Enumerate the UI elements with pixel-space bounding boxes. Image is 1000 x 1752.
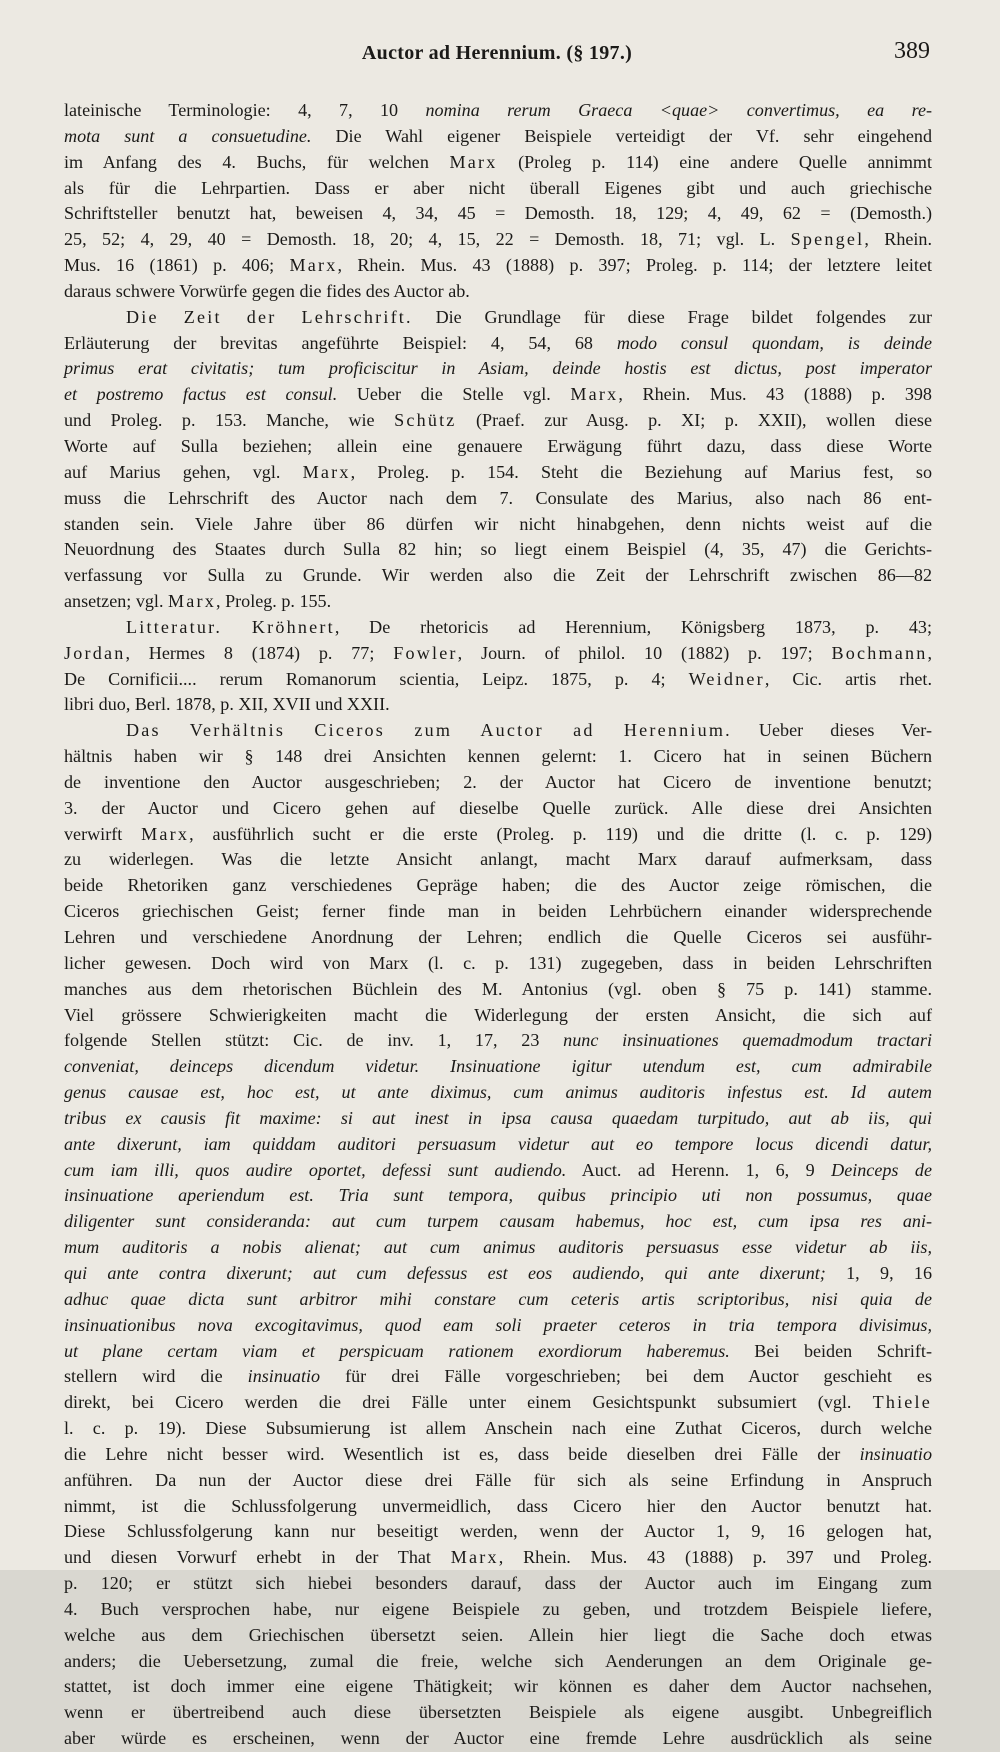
text-line [64,1183,932,1209]
text-line [64,873,932,899]
text-segment: verfassung vor Sulla zu Grunde. Wir werden also die Zeit der Lehrschrift zwischen 86—82 [64,565,932,586]
text-segment: anführen. Da nun der Auctor diese drei Fälle für sich als seine Erfindung in Anspruch [64,1469,932,1490]
text-line [64,1442,932,1468]
text-line [64,1649,932,1675]
text-segment: lateinische Terminologie: 4, 7, 10 [64,100,426,120]
italic-text: genus causae est, hoc est, ut ante diximus, cum animus auditoris infestus est. Id autem [64,1082,932,1103]
text-line [64,356,932,382]
text-segment: , Rhein. [864,229,932,250]
spaced-name: Schütz [394,410,457,431]
text-line [64,408,932,434]
text-segment: standen sein. Viele Jahre über 86 dürfen wir nicht hinabgehen, denn nichts weist auf die [64,513,932,534]
text-segment: manches aus dem rhetorischen Büchlein des M. Antonius (vgl. oben § 75 p. 141) stamme. [64,978,932,999]
spaced-name: Bochmann [831,642,928,663]
spaced-name: Spengel [790,229,865,250]
italic-text: ut plane certam viam et perspicuam rationem exordiorum haberemus. [64,1340,730,1361]
text-segment: nimmt, ist die Schlussfolgerung unvermeidlich, dass Cicero hier den Auctor benutzt hat. [64,1495,932,1516]
text-segment: verwirft [64,823,142,844]
text-line [64,1674,932,1700]
text-line [64,1132,932,1158]
spaced-name: Litteratur. [126,616,223,637]
text-line [64,1339,932,1365]
spaced-name: Die Zeit der Lehrschrift. [126,306,413,327]
text-segment: im Anfang des 4. Buchs, für welchen [64,151,450,172]
text-line [64,977,932,1003]
text-segment: (Praef. zur Ausg. p. XI; p. XXII), wollen diese [456,410,933,431]
text-line [64,537,932,563]
text-line [64,563,932,589]
text-line [64,331,932,357]
text-line [64,1080,932,1106]
text-line [64,1416,932,1442]
text-line [64,1287,932,1313]
text-segment: muss die Lehrschrift des Auctor nach dem 7. Consulate des Marius, also nach 86 ent- [64,487,932,508]
italic-text: insinuatio [859,1443,932,1464]
text-segment: , Hermes 8 (1874) p. 77; [125,642,394,663]
text-segment: die Lehre nicht besser wird. Wesentlich ist es, dass beide dieselben drei Fälle der [64,1443,860,1464]
text-line [64,744,932,770]
text-line [64,1054,932,1080]
text-segment: Ueber die Stelle vgl. [337,384,571,405]
text-segment: Ciceros griechischen Geist; ferner finde man in beiden Lehrbüchern einander widersprechende [64,901,932,922]
spaced-name: Thiele [872,1392,932,1413]
text-line [64,434,932,460]
italic-text: cum iam illi, quos audire oportet, defessi sunt audiendo. [64,1159,567,1180]
text-segment: ansetzen; vgl. [64,591,169,612]
spaced-name: Marx [450,1547,499,1568]
text-segment: für drei Fälle vorgeschrieben; bei dem Auctor geschieht es [320,1366,932,1387]
text-segment: Schriftsteller benutzt hat, beweisen 4, 34, 45 = Demosth. 18, 129; 4, 49, 62 = (Demosth.) [64,203,932,224]
italic-text: modo consul quondam, is deinde [616,332,932,353]
text-segment: , De rhetoricis ad Herennium, Königsberg 1873, p. 43; [334,616,932,637]
text-line [64,1597,932,1623]
text-line [64,305,932,331]
running-head [64,38,930,70]
text-segment: anders; die Uebersetzung, zumal die freie, welche sich Aenderungen an dem Originale ge- [64,1650,932,1671]
text-line [64,847,932,873]
text-segment: stellern wird die [64,1366,248,1387]
text-segment: Auct. ad Herenn. 1, 6, 9 [566,1159,832,1180]
spaced-name: Marx [570,384,619,405]
text-segment [222,617,252,637]
text-segment: welche aus dem Griechischen übersetzt seien. Allein hier liegt die Sache doch etwas [64,1624,932,1645]
text-line [64,486,932,512]
text-segment: , Journ. of philol. 10 (1882) p. 197; [457,642,832,663]
text-line [64,1003,932,1029]
text-line [64,718,932,744]
italic-text: conveniat, deinceps dicendum videtur. Insinuatione igitur utendum est, cum admirabile [64,1056,932,1077]
text-line [64,460,932,486]
text-segment: und diesen Vorwurf erhebt in der That [64,1547,451,1568]
text-line [64,1364,932,1390]
text-segment: stattet, ist doch immer eine eigene Thätigkeit; wir können es daher dem Auctor nachsehen, [64,1676,932,1697]
text-segment: Erläuterung der brevitas angeführte Beispiel: 4, 54, 68 [64,332,617,353]
spaced-name: Marx [449,151,498,172]
text-segment: , [927,642,932,663]
italic-text: nomina rerum Graeca <quae> convertimus, ea re- [425,100,932,120]
italic-text: adhuc quae dicta sunt arbitror mihi constare cum ceteris artis scriptoribus, nisi quia de [64,1288,932,1309]
spaced-name: Marx [289,255,338,276]
text-line [64,692,932,718]
text-segment: 25, 52; 4, 29, 40 = Demosth. 18, 20; 4, 15, 22 = Demosth. 18, 71; vgl. L. [64,229,791,250]
text-segment: Mus. 16 (1861) p. 406; [64,255,290,276]
text-line [64,951,932,977]
italic-text: mota sunt a consuetudine. [64,125,312,146]
text-line [64,1726,932,1752]
text-segment: , Cic. artis rhet. [764,668,932,689]
text-line [64,227,932,253]
text-line [64,1468,932,1494]
text-line [64,1106,932,1132]
spaced-name: Marx [302,461,351,482]
text-line [64,512,932,538]
text-segment: zu widerlegen. Was die letzte Ansicht anlangt, macht Marx darauf aufmerksam, dass [64,849,932,870]
spaced-name: Fowler [393,642,458,663]
spaced-name: Jordan [64,642,126,663]
text-segment: direkt, bei Cicero werden die drei Fälle unter einem Gesichtspunkt subsumiert (vgl. [64,1392,873,1413]
text-segment: p. 120; er stützt sich hiebei besonders darauf, dass der Auctor auch im Eingang zum [64,1573,932,1594]
text-line [64,150,932,176]
text-line [64,253,932,279]
text-segment: als für die Lehrpartien. Dass er aber nicht überall Eigenes gibt und auch griechische [64,177,932,198]
text-segment: l. c. p. 19). Diese Subsumierung ist allem Anschein nach eine Zuthat Ciceros, durch welche [64,1418,932,1439]
text-line [64,615,932,641]
italic-text: Deinceps de [831,1159,932,1180]
text-line [64,1390,932,1416]
text-segment: , Proleg. p. 155. [216,591,332,612]
text-line [64,176,932,202]
text-line [64,1545,932,1571]
spaced-name: Das Verhältnis Ciceros zum Auctor ad Herennium. [126,720,732,741]
text-segment: aber würde es erscheinen, wenn der Auctor eine fremde Lehre ausdrücklich als seine [64,1728,932,1749]
spaced-name: Marx [168,591,217,612]
italic-text: ante dixerunt, iam quiddam auditori persuasum videtur aut eo tempore locus dicendi datur, [64,1133,932,1154]
text-segment: (Proleg p. 114) eine andere Quelle annimmt [497,151,932,172]
text-segment: hältnis haben wir § 148 drei Ansichten kennen gelernt: 1. Cicero hat in seinen Büchern [64,746,932,767]
italic-text: nunc insinuationes quemadmodum tractari [563,1030,932,1051]
text-line [64,796,932,822]
text-segment: wenn er übertreibend auch diese übersetzten Beispiele als eigene ausgibt. Unbegreiflich [64,1702,932,1723]
italic-text: insinuatione aperiendum est. Tria sunt tempora, quibus principio uti non possumus, quae [64,1185,932,1206]
page-number: 389 [894,38,930,64]
text-segment: , ausführlich sucht er die erste (Proleg. p. 119) und die dritte (l. c. p. 129) [189,823,932,844]
text-line [64,382,932,408]
text-segment: 3. der Auctor und Cicero gehen auf dieselbe Quelle zurück. Alle diese drei Ansichten [64,797,932,818]
text-segment: daraus schwere Vorwürfe gegen die fides des Auctor ab. [64,280,470,301]
text-line [64,1209,932,1235]
text-segment: , Rhein. Mus. 43 (1888) p. 398 [618,384,932,405]
text-segment: licher gewesen. Doch wird von Marx (l. c. p. 131) zugegeben, dass in beiden Lehrschriften [64,952,932,973]
text-segment: , Rhein. Mus. 43 (1888) p. 397; Proleg. p. 114; der letztere leitet [337,255,932,276]
italic-text: mum auditoris a nobis alienat; aut cum animus auditoris persuasus esse videtur ab iis, [64,1237,932,1258]
italic-text: diligenter sunt consideranda: aut cum turpem causam habemus, hoc est, cum ipsa res ani- [64,1211,932,1232]
text-segment: auf Marius gehen, vgl. [64,461,303,482]
text-segment: Lehren und verschiedene Anordnung der Lehren; endlich die Quelle Ciceros sei ausführ- [64,927,932,947]
text-segment: Bei beiden Schrift- [729,1340,932,1361]
text-segment: Diese Schlussfolgerung kann nur beseitigt werden, wenn der Auctor 1, 9, 16 gelogen hat, [64,1521,932,1542]
text-line [64,1700,932,1726]
text-line [64,1261,932,1287]
text-line [64,1494,932,1520]
spaced-name: Marx [141,823,190,844]
text-segment: , Proleg. p. 154. Steht die Beziehung auf Marius fest, so [350,461,933,482]
text-segment: De Cornificii.... rerum Romanorum scientia, Leipz. 1875, p. 4; [64,668,689,689]
text-line [64,1158,932,1184]
text-line [64,1623,932,1649]
text-segment: 1, 9, 16 [825,1262,932,1283]
text-segment: Ueber dieses Ver- [731,720,932,741]
text-segment: Die Wahl eigener Beispiele verteidigt der Vf. sehr eingehend [311,125,932,146]
text-line [64,279,932,305]
text-segment: folgende Stellen stützt: Cic. de inv. 1, 17, 23 [64,1030,564,1051]
text-line [64,925,932,951]
text-line [64,1235,932,1261]
text-segment: , Rhein. Mus. 43 (1888) p. 397 und Proleg. [498,1547,933,1568]
text-line [64,899,932,925]
running-title: Auctor ad Herennium. (§ 197.) [361,42,633,64]
text-line [64,667,932,693]
text-segment: Die Grundlage für diese Frage bildet folgendes zur [412,306,932,327]
text-segment: Neuordnung des Staates durch Sulla 82 hin; so liegt einem Beispiel (4, 35, 47) die Gerichts- [64,539,932,560]
spaced-name: Weidner [688,668,765,689]
text-line [64,201,932,227]
italic-text: insinuationibus nova excogitavimus, quod eam soli praeter ceteros in tria tempora divisimus, [64,1314,932,1335]
italic-text: insinuatio [247,1366,321,1387]
italic-text: et postremo factus est consul. [64,384,338,405]
text-line [64,1571,932,1597]
body-text [64,98,932,1752]
text-segment: beide Rhetoriken ganz verschiedenes Gepräge haben; die des Auctor zeige römischen, die [64,875,932,896]
spaced-name: Kröhnert [251,616,335,637]
text-segment: und Proleg. p. 153. Manche, wie [64,410,395,431]
text-line [64,1028,932,1054]
text-segment: Viel grössere Schwierigkeiten macht die Widerlegung der ersten Ansicht, die sich auf [64,1004,932,1025]
text-line [64,822,932,848]
text-line [64,641,932,667]
text-line [64,1519,932,1545]
text-line [64,124,932,150]
text-segment: de inventione den Auctor ausgeschrieben; 2. der Auctor hat Cicero de inventione benutzt; [64,771,932,792]
italic-text: tribus ex causis fit maxime: si aut inest in ipsa causa quaedam turpitudo, aut ab iis, qui [64,1107,932,1128]
italic-text: qui ante contra dixerunt; aut cum defessus est eos audiendo, qui ante dixerunt; [64,1262,826,1283]
text-line [64,1313,932,1339]
text-line [64,98,932,124]
text-segment: 4. Buch versprochen habe, nur eigene Beispiele zu geben, und trotzdem Beispiele liefere, [64,1598,932,1619]
italic-text: primus erat civitatis; tum proficiscitur in Asiam, deinde hostis est dictus, post imperator [64,358,932,379]
text-segment: Worte auf Sulla beziehen; allein eine genauere Erwägung führt dazu, dass diese Worte [64,435,932,456]
text-line [64,589,932,615]
text-line [64,770,932,796]
text-segment: libri duo, Berl. 1878, p. XII, XVII und XXII. [64,694,390,715]
